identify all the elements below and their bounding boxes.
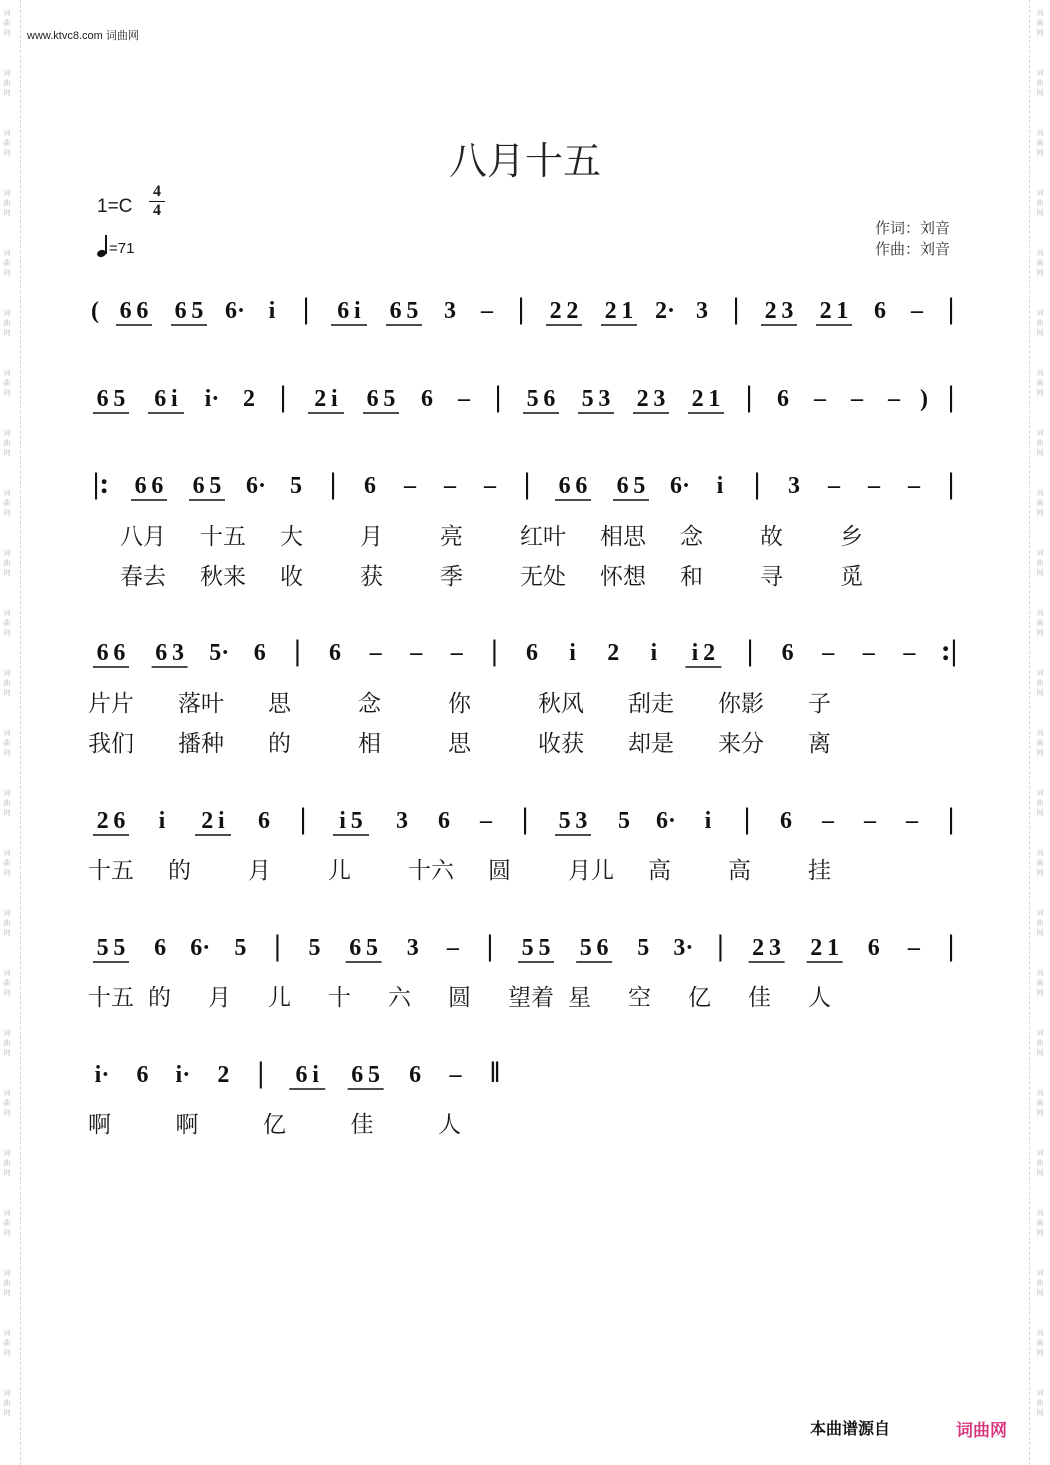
lyric-word: 儿 xyxy=(268,985,291,1011)
lyric-word: 啊 xyxy=(88,1112,111,1138)
barline: | xyxy=(947,467,955,500)
lyric-word: 播种 xyxy=(178,731,224,757)
lyric-word: 你 xyxy=(448,691,471,717)
barline: ‖ xyxy=(490,1056,500,1089)
lyric-word: 子 xyxy=(808,691,831,717)
lyric-row xyxy=(0,852,1050,882)
lyric-word: 十 xyxy=(328,985,351,1011)
source-watermark-url[interactable]: www.ktvc8.com 词曲网 xyxy=(27,30,139,42)
side-watermark: 词 曲 网 xyxy=(3,489,11,517)
note: i· xyxy=(94,1062,110,1088)
barline: | xyxy=(717,929,724,962)
footer-brand-link[interactable]: 词曲网 xyxy=(956,1421,1007,1441)
side-watermark: 词 曲 网 xyxy=(1036,549,1044,577)
side-watermark: 词 曲 网 xyxy=(1036,729,1044,757)
barline: | xyxy=(947,802,955,835)
side-watermark: 词 曲 网 xyxy=(3,1029,11,1057)
dash-note: – xyxy=(828,473,840,499)
lyric-word: 念 xyxy=(358,691,381,717)
side-watermark: 词 曲 网 xyxy=(1036,969,1044,997)
lyric-word: 红叶 xyxy=(520,524,566,550)
lyric-word: 思 xyxy=(448,731,471,757)
dash-note: – xyxy=(410,640,423,666)
side-watermark: 词 曲 网 xyxy=(1036,189,1044,217)
dash-note: – xyxy=(814,386,826,412)
lyric-word: 片片 xyxy=(88,691,134,717)
barline: | xyxy=(746,634,754,667)
note: 6 xyxy=(438,808,450,834)
note: 6 xyxy=(421,386,433,412)
barline: | xyxy=(302,292,310,325)
note: 3 xyxy=(788,473,800,499)
barline: | xyxy=(274,929,281,962)
note: 6 xyxy=(258,808,270,834)
note: 2 xyxy=(217,1062,230,1088)
lyric-word: 十五 xyxy=(200,524,246,550)
side-watermark: 词 曲 网 xyxy=(1036,609,1044,637)
side-watermark: 词 曲 网 xyxy=(1036,429,1044,457)
notation-line xyxy=(0,632,1050,672)
lyric-word: 收 xyxy=(280,564,303,590)
side-watermark: 词 曲 网 xyxy=(1036,1389,1044,1417)
note: 6 5 xyxy=(192,473,222,499)
lyric-word: 圆 xyxy=(448,985,471,1011)
side-watermark: 词 曲 网 xyxy=(1036,1269,1044,1297)
song-title: 八月十五 xyxy=(448,139,601,183)
dash-note: – xyxy=(484,473,496,499)
barline: | xyxy=(491,634,498,667)
barline: | xyxy=(947,929,955,962)
barline: | xyxy=(947,380,955,413)
note: 3 xyxy=(406,935,419,961)
credits xyxy=(875,218,950,260)
dash-note: – xyxy=(449,1062,462,1088)
side-watermark: 词 曲 网 xyxy=(3,1089,11,1117)
lyric-word: 来分 xyxy=(718,731,764,757)
side-watermark: 词 曲 网 xyxy=(3,1329,11,1357)
barline: | xyxy=(753,467,761,500)
side-watermark: 词 曲 网 xyxy=(3,1389,11,1417)
side-watermark: 词 曲 网 xyxy=(3,129,11,157)
time-signature-bottom: 4 xyxy=(153,202,161,219)
dash-note: – xyxy=(450,640,463,666)
note: 6 5 xyxy=(616,473,646,499)
note: ) xyxy=(920,386,928,412)
note: 2 xyxy=(607,640,620,666)
lyric-word: 高 xyxy=(648,858,671,884)
lyric-word: 离 xyxy=(808,731,831,757)
side-watermark: 词 曲 网 xyxy=(1036,129,1044,157)
lyric-word: 亮 xyxy=(440,524,463,550)
barline: | xyxy=(494,380,502,413)
side-watermark: 词 曲 网 xyxy=(1036,1149,1044,1177)
lyric-word: 六 xyxy=(388,985,411,1011)
note: 6 5 xyxy=(174,298,204,324)
note: 6 5 xyxy=(96,386,126,412)
dash-note: – xyxy=(851,386,863,412)
note: 6· xyxy=(245,473,267,499)
tempo-marking xyxy=(97,235,134,257)
note: 5 3 xyxy=(581,386,611,412)
composer-credit: 作曲：刘音 xyxy=(875,240,951,258)
lyric-word: 空 xyxy=(628,985,651,1011)
side-watermark: 词 曲 网 xyxy=(3,369,11,397)
note: 3 xyxy=(444,298,456,324)
note: 6 5 xyxy=(366,386,396,412)
note: 6· xyxy=(224,298,246,324)
lyric-word: 乡 xyxy=(840,524,863,550)
dash-note: – xyxy=(907,935,920,961)
note: 6 xyxy=(777,386,789,412)
side-watermark: 词 曲 网 xyxy=(1036,1209,1044,1237)
dash-note: – xyxy=(911,298,923,324)
note: 6 i xyxy=(337,298,361,324)
lyric-word: 春去 xyxy=(120,564,166,590)
lyric-word: 刮走 xyxy=(628,691,674,717)
lyric-word: 故 xyxy=(760,524,783,550)
barline: | xyxy=(329,467,337,500)
note: 6 6 xyxy=(119,298,149,324)
barline: |: xyxy=(92,467,110,500)
note: i xyxy=(716,473,724,499)
note: 6 xyxy=(867,935,880,961)
dash-note: – xyxy=(369,640,382,666)
note: 6 xyxy=(526,640,538,666)
side-watermark: 词 曲 网 xyxy=(3,189,11,217)
side-watermark: 词 曲 网 xyxy=(1036,1029,1044,1057)
lyric-word: 却是 xyxy=(628,731,674,757)
lyric-row xyxy=(0,1106,1050,1136)
note: ( xyxy=(91,298,99,324)
notation-line xyxy=(0,290,1050,330)
note: 5 5 xyxy=(521,935,551,961)
note: i xyxy=(268,298,276,324)
note: 6 6 xyxy=(558,473,588,499)
side-watermark: 词 曲 网 xyxy=(3,1149,11,1177)
dash-note: – xyxy=(481,298,493,324)
lyricist-credit: 作词：刘音 xyxy=(875,219,951,237)
dash-note: – xyxy=(446,935,459,961)
lyric-word: 的 xyxy=(148,985,171,1011)
note: 6 xyxy=(364,473,376,499)
dash-note: – xyxy=(822,808,834,834)
side-watermark: 词 曲 网 xyxy=(1036,489,1044,517)
notation-line xyxy=(0,800,1050,840)
note: i· xyxy=(175,1062,191,1088)
side-watermark: 词 曲 网 xyxy=(1036,9,1044,37)
lyric-word: 亿 xyxy=(688,985,711,1011)
barline: | xyxy=(279,380,287,413)
lyric-word: 人 xyxy=(808,985,831,1011)
note: 5 6 xyxy=(579,935,609,961)
barline: | xyxy=(745,380,753,413)
lyric-word: 相思 xyxy=(600,524,646,550)
lyric-word: 季 xyxy=(440,564,463,590)
notation-line xyxy=(0,378,1050,418)
lyric-word: 亿 xyxy=(263,1112,286,1138)
note: 6 6 xyxy=(134,473,164,499)
footer-source-label: 本曲谱源自 xyxy=(810,1419,891,1438)
note: i xyxy=(650,640,658,666)
lyric-word: 的 xyxy=(268,731,291,757)
dash-note: – xyxy=(444,473,456,499)
lyric-word: 月儿 xyxy=(568,858,614,884)
side-watermark: 词 曲 网 xyxy=(3,429,11,457)
note: 2 2 xyxy=(549,298,579,324)
note: 2 i xyxy=(201,808,225,834)
dash-note: – xyxy=(868,473,880,499)
lyric-word: 怀想 xyxy=(600,564,646,590)
lyric-word: 寻 xyxy=(760,564,783,590)
note: i xyxy=(158,808,166,834)
side-watermark: 词 曲 网 xyxy=(3,909,11,937)
lyric-word: 佳 xyxy=(748,985,771,1011)
lyric-row xyxy=(0,725,1050,755)
lyric-word: 高 xyxy=(728,858,751,884)
lyric-word: 十六 xyxy=(408,858,454,884)
note: 6 5 xyxy=(389,298,419,324)
lyric-word: 圆 xyxy=(488,858,511,884)
note: 6 i xyxy=(154,386,178,412)
note: 2 6 xyxy=(96,808,126,834)
barline: | xyxy=(294,634,301,667)
lyric-word: 秋来 xyxy=(200,564,246,590)
note: 6 xyxy=(780,808,792,834)
lyric-word: 相 xyxy=(358,731,381,757)
note: 2 i xyxy=(314,386,338,412)
side-watermark: 词 曲 网 xyxy=(1036,369,1044,397)
note: 5 xyxy=(290,473,302,499)
note: 2· xyxy=(654,298,676,324)
side-watermark: 词 曲 网 xyxy=(3,309,11,337)
side-watermark: 词 曲 网 xyxy=(3,849,11,877)
side-watermark: 词 曲 网 xyxy=(1036,909,1044,937)
lyric-word: 思 xyxy=(268,691,291,717)
barline: | xyxy=(523,467,531,500)
barline: | xyxy=(517,292,525,325)
side-watermark: 词 曲 网 xyxy=(1036,1329,1044,1357)
dash-note: – xyxy=(862,640,875,666)
note: i xyxy=(569,640,576,666)
note: 5 xyxy=(234,935,247,961)
note: 5 6 xyxy=(526,386,556,412)
side-watermark: 词 曲 网 xyxy=(3,1209,11,1237)
lyric-row xyxy=(0,518,1050,548)
lyric-word: 人 xyxy=(438,1112,461,1138)
lyric-word: 望着 xyxy=(508,985,554,1011)
note: 2 1 xyxy=(691,386,721,412)
note: 6· xyxy=(669,473,691,499)
note: 2 1 xyxy=(604,298,634,324)
lyric-word: 无处 xyxy=(520,564,566,590)
note: 6 i xyxy=(295,1062,319,1088)
note: i xyxy=(704,808,712,834)
note: 5 xyxy=(618,808,630,834)
note: 6 6 xyxy=(96,640,126,666)
lyric-word: 念 xyxy=(680,524,703,550)
lyric-word: 佳 xyxy=(350,1112,374,1138)
side-watermark: 词 曲 网 xyxy=(1036,669,1044,697)
lyric-word: 八月 xyxy=(120,524,166,550)
side-watermark: 词 曲 网 xyxy=(3,249,11,277)
time-signature-top: 4 xyxy=(153,183,161,200)
barline: | xyxy=(486,929,494,962)
side-watermark: 词 曲 网 xyxy=(1036,249,1044,277)
lyric-word: 星 xyxy=(568,985,591,1011)
side-watermark: 词 曲 网 xyxy=(3,9,11,37)
notation-line xyxy=(0,1054,1050,1094)
lyric-word: 月 xyxy=(360,524,383,550)
note: i· xyxy=(204,386,220,412)
note: 6 xyxy=(136,1062,149,1088)
note: 2 1 xyxy=(819,298,849,324)
side-watermark: 词 曲 网 xyxy=(1036,849,1044,877)
lyric-word: 十五 xyxy=(88,985,134,1011)
lyric-word: 收获 xyxy=(538,731,584,757)
note: i 5 xyxy=(339,808,363,834)
notation-line xyxy=(0,927,1050,967)
note: 6 xyxy=(154,935,167,961)
note: 5 xyxy=(637,935,650,961)
side-watermark: 词 曲 网 xyxy=(3,729,11,757)
key-signature: 1=C xyxy=(97,196,133,217)
note: 6 xyxy=(874,298,886,324)
dash-note: – xyxy=(404,473,416,499)
dash-note: – xyxy=(480,808,492,834)
lyric-word: 挂 xyxy=(808,858,831,884)
dash-note: – xyxy=(903,640,916,666)
side-watermark: 词 曲 网 xyxy=(1036,1089,1044,1117)
lyric-word: 落叶 xyxy=(178,691,224,717)
note: 3· xyxy=(673,935,694,961)
lyric-word: 觅 xyxy=(840,564,863,590)
lyric-word: 月 xyxy=(248,858,271,884)
lyric-word: 你影 xyxy=(718,691,764,717)
note: 6 xyxy=(781,640,794,666)
barline: | xyxy=(732,292,740,325)
side-watermark: 词 曲 网 xyxy=(3,549,11,577)
side-watermark: 词 曲 网 xyxy=(3,789,11,817)
barline: | xyxy=(743,802,751,835)
barline: | xyxy=(947,292,955,325)
lyric-word: 儿 xyxy=(328,858,351,884)
note: 2 xyxy=(243,386,255,412)
note: 3 xyxy=(396,808,408,834)
dash-note: – xyxy=(822,640,835,666)
lyric-word: 获 xyxy=(360,564,383,590)
note: 6· xyxy=(655,808,677,834)
note: 5 xyxy=(308,935,321,961)
side-watermark: 词 曲 网 xyxy=(3,609,11,637)
lyric-word: 月 xyxy=(208,985,231,1011)
barline: | xyxy=(257,1056,265,1089)
dash-note: – xyxy=(864,808,876,834)
note: 6 xyxy=(409,1062,422,1088)
side-watermark: 词 曲 网 xyxy=(1036,309,1044,337)
lyric-row xyxy=(0,558,1050,588)
note: 2 3 xyxy=(636,386,666,412)
note: 2 3 xyxy=(752,935,781,961)
tempo-value: =71 xyxy=(109,240,135,257)
note: 5 5 xyxy=(96,935,126,961)
lyric-word: 十五 xyxy=(88,858,134,884)
side-watermark: 词 曲 网 xyxy=(3,669,11,697)
lyric-row xyxy=(0,685,1050,715)
notation-line xyxy=(0,465,1050,505)
note: 5 3 xyxy=(558,808,588,834)
side-watermark: 词 曲 网 xyxy=(3,969,11,997)
note: 6 xyxy=(253,640,266,666)
quarter-note-icon xyxy=(97,235,106,257)
lyric-word: 大 xyxy=(280,524,303,550)
note: 6 5 xyxy=(351,1062,381,1088)
note: 5· xyxy=(209,640,230,666)
lyric-word: 和 xyxy=(680,564,703,590)
dash-note: – xyxy=(906,808,918,834)
note: 6· xyxy=(190,935,211,961)
side-watermark: 词 曲 网 xyxy=(1036,69,1044,97)
time-signature xyxy=(148,183,166,220)
lyric-row xyxy=(0,979,1050,1009)
note: 2 1 xyxy=(810,935,840,961)
side-watermark: 词 曲 网 xyxy=(1036,789,1044,817)
note: 3 xyxy=(696,298,708,324)
note: 6 3 xyxy=(155,640,185,666)
side-watermark: 词 曲 网 xyxy=(3,69,11,97)
note: i 2 xyxy=(691,640,716,666)
note: 6 5 xyxy=(349,935,379,961)
barline: | xyxy=(299,802,307,835)
dash-note: – xyxy=(458,386,470,412)
barline: | xyxy=(521,802,529,835)
note: 6 xyxy=(329,640,341,666)
note: 2 3 xyxy=(764,298,794,324)
lyric-word: 我们 xyxy=(88,731,134,757)
lyric-word: 秋风 xyxy=(538,691,584,717)
side-watermark: 词 曲 网 xyxy=(3,1269,11,1297)
lyric-word: 的 xyxy=(168,858,191,884)
barline: :| xyxy=(940,634,958,667)
dash-note: – xyxy=(908,473,920,499)
dash-note: – xyxy=(888,386,900,412)
lyric-word: 啊 xyxy=(175,1112,199,1138)
